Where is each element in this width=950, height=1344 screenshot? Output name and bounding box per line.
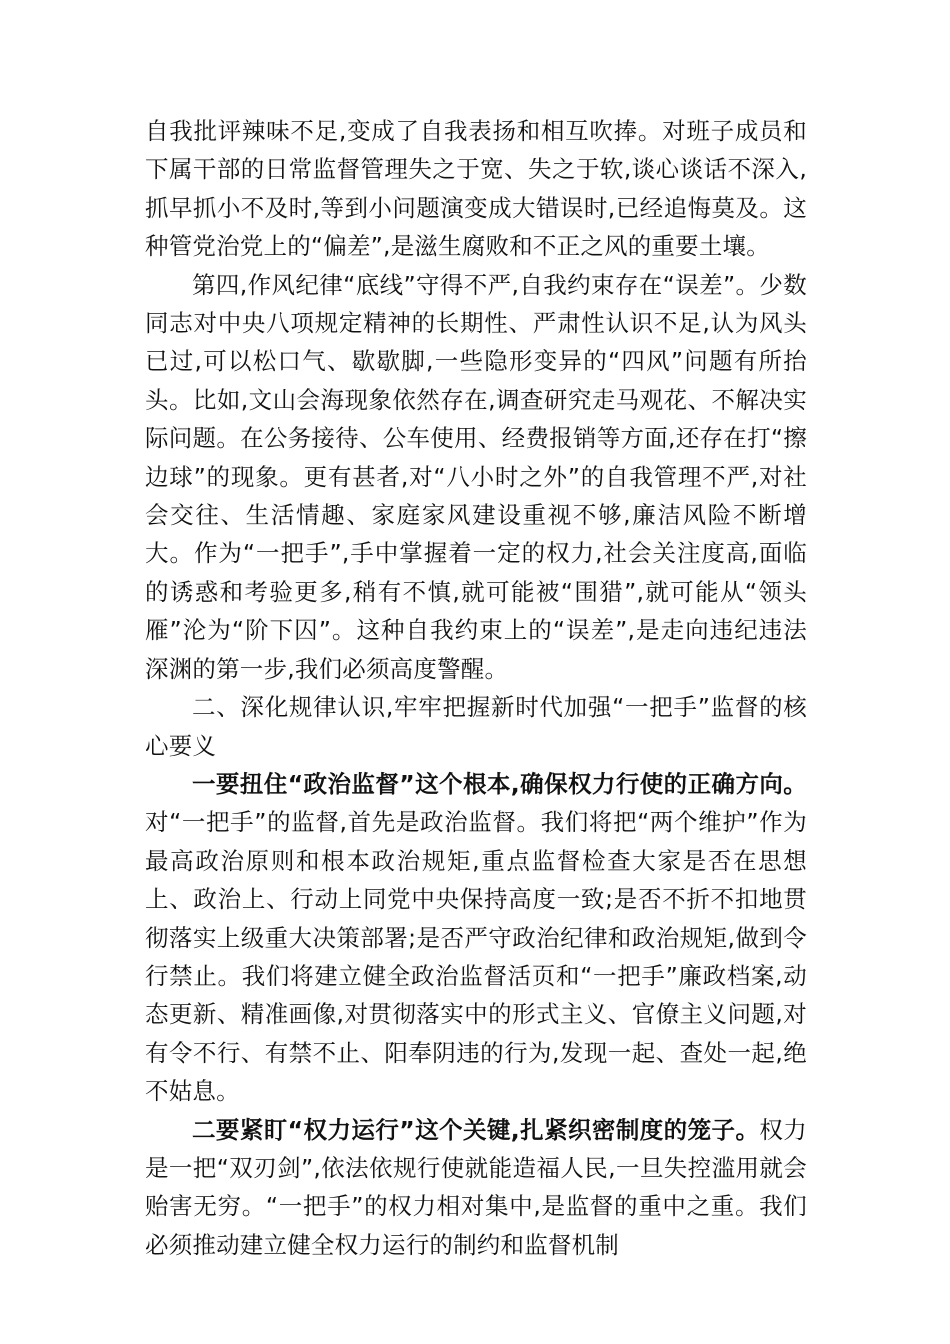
paragraph-power-operation-lead: 二要紧盯“权力运行”这个关键,扎紧织密制度的笼子。 [192, 1115, 760, 1144]
paragraph-political-supervision [145, 765, 807, 1111]
paragraph-political-supervision-lead: 一要扭住“政治监督”这个根本,确保权力行使的正确方向。 [192, 769, 807, 798]
paragraph-2 [145, 266, 807, 688]
section-heading-2 [145, 688, 807, 765]
paragraph-1 [145, 112, 807, 266]
paragraph-power-operation [145, 1111, 807, 1265]
paragraph-power-operation-text: 权力是一把“双刃剑”,依法依规行使就能造福人民,一旦失控滥用就会贻害无穷。“一把手”的权力相对集中,是监督的重中之重。我们必须推动建立健全权力运行的制约和监督机制 [145, 1115, 807, 1259]
paragraph-political-supervision-text: 对“一把手”的监督,首先是政治监督。我们将把“两个维护”作为最高政治原则和根本政治规矩,重点监督检查大家是否在思想上、政治上、行动上同党中央保持高度一致;是否不折不扣地贯彻落实上级重大决策部署;是否严守政治纪律和政治规矩,做到令行禁止。我们将建立健全政治监督活页和“一把手”廉政档案,动态更新、精准画像,对贯彻落实中的形式主义、官僚主义问题,对有令不行、有禁不止、阳奉阴违的行为,发现一起、查处一起,绝不姑息。 [145, 808, 807, 1106]
paragraph-2-text: 第四,作风纪律“底线”守得不严,自我约束存在“误差”。少数同志对中央八项规定精神的长期性、严肃性认识不足,认为风头已过,可以松口气、歇歇脚,一些隐形变异的“四风”问题有所抬头。比如,文山会海现象依然存在,调查研究走马观花、不解决实际问题。在公务接待、公车使用、经费报销等方面,还存在打“擦边球”的现象。更有甚者,对“八小时之外”的自我管理不严,对社会交往、生活情趣、家庭家风建设重视不够,廉洁风险不断增大。作为“一把手”,手中掌握着一定的权力,社会关注度高,面临的诱惑和考验更多,稍有不慎,就可能被“围猎”,就可能从“领头雁”沦为“阶下囚”。这种自我约束上的“误差”,是走向违纪违法深渊的第一步,我们必须高度警醒。 [145, 270, 807, 683]
paragraph-1-text: 自我批评辣味不足,变成了自我表扬和相互吹捧。对班子成员和下属干部的日常监督管理失之于宽、失之于软,谈心谈话不深入,抓早抓小不及时,等到小问题演变成大错误时,已经追悔莫及。这种管党治党上的“偏差”,是滋生腐败和不正之风的重要土壤。 [145, 117, 807, 261]
document-page [145, 112, 807, 1264]
section-heading-2-text: 二、深化规律认识,牢牢把握新时代加强“一把手”监督的核心要义 [145, 693, 807, 760]
